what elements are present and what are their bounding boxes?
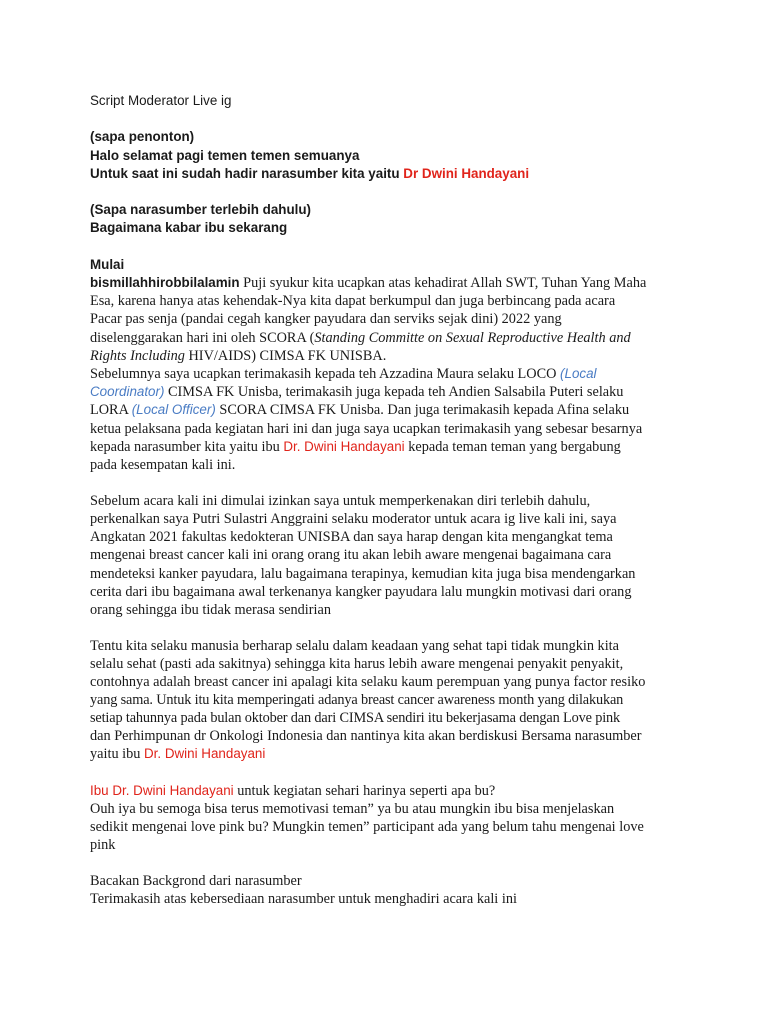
question-line-1-text: untuk kegiatan sehari harinya seperti apa bu?	[233, 782, 496, 799]
moderator-intro-line: mendeteksi kanker payudara, lalu bagaimana terapinya, kemudian kita juga bisa mendengarkan	[90, 565, 636, 582]
awareness-line: contohnya adalah breast cancer ini apalagi kita selaku kaum perempuan yang punya factor resiko	[90, 673, 646, 690]
opening-line-5	[90, 347, 690, 365]
awareness-line: Tentu kita selaku manusia berharap selalu dalam keadaan yang sehat tapi tidak mungkin kita	[90, 637, 619, 654]
thanks-line-6: pada kesempatan kali ini.	[90, 457, 236, 474]
speaker-name-inline: Dr. Dwini Handayani	[283, 438, 405, 454]
thanks-paragraph	[90, 365, 690, 474]
moderator-intro-paragraph	[90, 492, 690, 619]
thanks-line-5-text: kepada teman teman yang bergabung	[404, 438, 621, 455]
question-line-1	[90, 782, 690, 800]
thanks-line-2	[90, 383, 690, 401]
question-line-2: Ouh iya bu semoga bisa terus memotivasi teman” ya bu atau mungkin ibu bisa menjelaskan	[90, 800, 615, 817]
greeting-line: Halo selamat pagi temen temen semuanya	[90, 147, 360, 163]
awareness-line: yang sama. Untuk itu kita memperingati adanya breast cancer awareness month yang dilakukan	[90, 692, 624, 709]
opening-line-2: Esa, karena hanya atas kehendak-Nya kita dapat berkumpul dan juga berbincang pada acara	[90, 293, 616, 310]
thanks-line-3-text: SCORA CIMSA FK Unisba. Dan juga terimakasih kepada Afina selaku	[215, 402, 630, 419]
opening-line-1: Puji syukur kita ucapkan atas kehadirat Allah SWT, Tuhan Yang Maha	[239, 275, 647, 292]
awareness-last-text: yaitu ibu	[90, 746, 145, 763]
moderator-intro-line: orang sehingga ibu tidak merasa sendirian	[90, 601, 331, 618]
question-line-4: pink	[90, 837, 116, 854]
thanks-line-2-text: CIMSA FK Unisba, terimakasih juga kepada teh Andien Salsabila Puteri selaku	[164, 384, 624, 401]
kabar-question: Bagaimana kabar ibu sekarang	[90, 220, 288, 236]
awareness-line: selalu sehat (pasti ada sakitnya) sehingga kita harus lebih aware mengenai penyakit penyakit,	[90, 655, 624, 672]
moderator-intro-line: cerita dari ibu bagaimana awal terkenanya kangker payudara lalu mungkin motivasi dari orang	[90, 583, 632, 600]
thanks-line-1	[90, 365, 690, 383]
loco-term-end: Coordinator)	[90, 384, 165, 400]
speaker-name: Dr Dwini Handayani	[403, 165, 530, 181]
opening-line-3: Pacar pas senja (pandai cegah kangker payudara dan serviks sejak dini) 2022 yang	[90, 311, 562, 328]
background-instruction: Bacakan Backgrond dari narasumber	[90, 873, 302, 890]
scora-expansion-end: Rights Including	[90, 347, 185, 364]
opening-line-4-text: diselenggarakan hari ini oleh SCORA (	[90, 329, 315, 346]
moderator-intro-line: Sebelum acara kali ini dimulai izinkan saya untuk memperkenakan diri terlebih dahulu,	[90, 493, 591, 510]
closing-paragraph	[90, 872, 690, 908]
awareness-line: setiap tahunnya pada bulan oktober dan dari CIMSA sendiri itu bekerjasama dengan Love pink	[90, 710, 621, 727]
speaker-intro-line	[90, 165, 690, 183]
mulai-header: Mulai	[90, 256, 125, 272]
thanks-line-1-text: Sebelumnya saya ucapkan terimakasih kepada teh Azzadina Maura selaku LOCO	[90, 365, 561, 382]
awareness-line: dan Perhimpunan dr Onkologi Indonesia dan nantinya kita akan berdiskusi Bersama narasumber	[90, 728, 642, 745]
sapa-penonton-label: (sapa penonton)	[90, 129, 195, 145]
scora-expansion: Standing Committe on Sexual Reproductive Health and	[314, 329, 631, 346]
question-line-3: sedikit mengenai love pink bu? Mungkin temen” participant ada yang belum tahu mengenai love	[90, 819, 644, 836]
moderator-intro-line: Angkatan 2021 fakultas kedokteran UNISBA dan saya harap dengan kita mengangkat tema	[90, 529, 613, 546]
bismillah-text: bismillahhirobbilalamin	[90, 275, 240, 291]
moderator-intro-line: mengenai breast cancer kali ini orang orang itu akan lebih aware mengenai bagaimana cara	[90, 547, 612, 564]
thanks-line-4: ketua pelaksana pada kegiatan hari ini dan juga saya ucapkan terimakasih yang sebesar besarnya	[90, 420, 643, 437]
awareness-last-line	[90, 745, 690, 763]
opening-line-5-text: HIV/AIDS) CIMSA FK UNISBA.	[184, 347, 387, 364]
thanks-line-3	[90, 401, 690, 419]
speaker-name-closing: Dr. Dwini Handayani	[144, 746, 266, 762]
speaker-intro-text: Untuk saat ini sudah hadir narasumber kita yaitu	[90, 165, 400, 181]
thanks-line-3-start: LORA	[90, 402, 132, 419]
awareness-paragraph	[90, 637, 690, 764]
speaker-address: Ibu Dr. Dwini Handayani	[90, 782, 234, 798]
questions-paragraph	[90, 782, 690, 855]
opening-line-4	[90, 329, 690, 347]
sapa-narasumber-label: (Sapa narasumber terlebih dahulu)	[90, 202, 311, 218]
loco-term: (Local	[560, 365, 597, 381]
closing-thanks: Terimakasih atas kebersediaan narasumber untuk menghadiri acara kali ini	[90, 891, 517, 908]
lora-term: (Local Officer)	[131, 402, 216, 418]
thanks-line-5	[90, 438, 690, 456]
document-page	[90, 92, 690, 908]
moderator-intro-line: perkenalkan saya Putri Sulastri Anggraini selaku moderator untuk acara ig live kali ini, saya	[90, 511, 617, 528]
thanks-line-5-start: kepada narasumber kita yaitu ibu	[90, 438, 284, 455]
document-title: Script Moderator Live ig	[90, 93, 232, 108]
opening-paragraph	[90, 274, 690, 365]
